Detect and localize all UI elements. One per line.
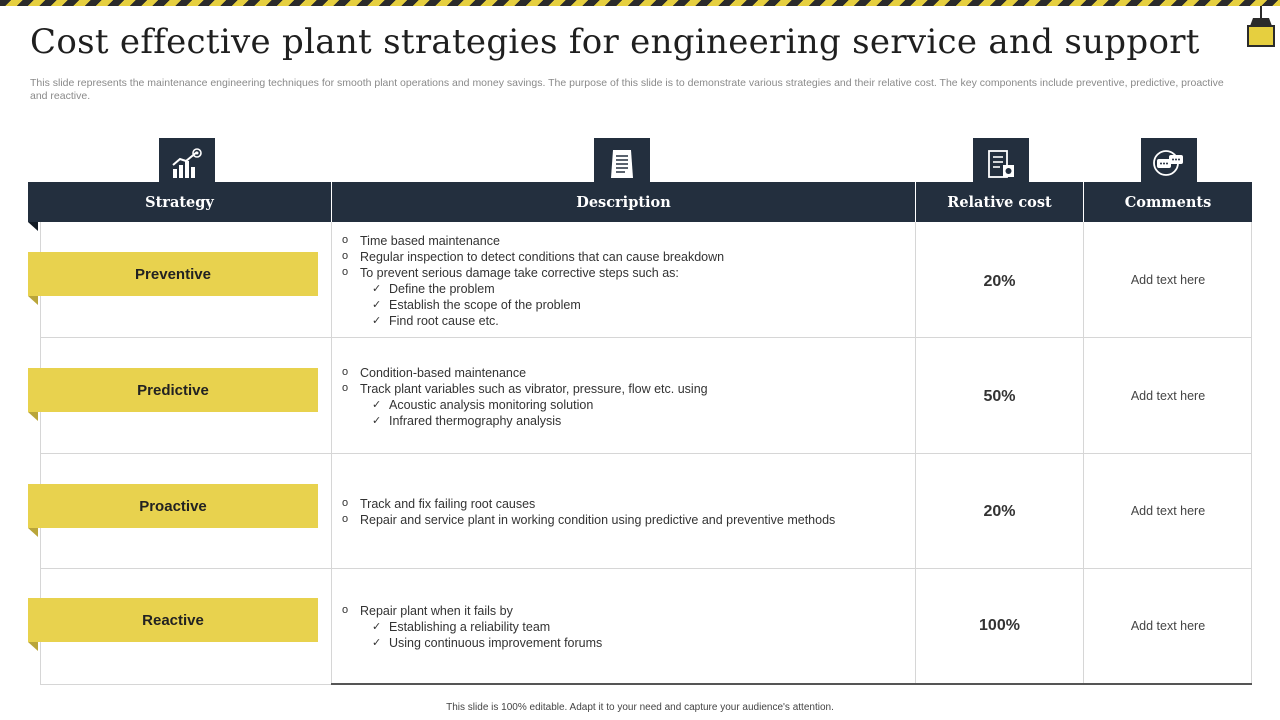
comment-placeholder[interactable]: Add text here [1130,389,1206,403]
page-title: Cost effective plant strategies for engineering service and support [30,22,1200,62]
description-subitem: ✓ Using continuous improvement forums [342,635,902,651]
footer-note: This slide is 100% editable. Adapt it to your need and capture your audience's attention. [446,702,834,713]
strategy-table [28,182,1252,685]
description-subitem: ✓ Establish the scope of the problem [342,297,902,313]
header-relative-cost: Relative cost [916,182,1083,222]
description-cell [342,496,902,528]
description-bullet: o Track and fix failing root causes [342,496,902,512]
grid-line [40,684,332,685]
page-subtitle: This slide represents the maintenance engineering techniques for smooth plant operations and money savings. The purpose of this slide is to demonstrate various strategies and their relative cost. The key components include preventive, predictive, proactive and reactive. [30,77,1224,102]
table-row [28,338,1252,453]
description-bullet: o Repair plant when it fails by [342,603,902,619]
description-cell [342,365,902,429]
band-fold [28,296,38,305]
description-bullet: o Repair and service plant in working condition using predictive and preventive methods [342,512,902,528]
relative-cost-value: 100% [979,617,1020,634]
relative-cost-value: 50% [983,388,1016,405]
description-subitem: ✓ Define the problem [342,281,902,297]
description-bullet: o Time based maintenance [342,233,902,249]
relative-cost-value: 20% [983,503,1016,520]
description-bullet: o Condition-based maintenance [342,365,902,381]
description-bullet: o To prevent serious damage take corrective steps such as: [342,265,902,281]
table-row [28,569,1252,684]
description-subitem: ✓ Establishing a reliability team [342,619,902,635]
description-bullet: o Regular inspection to detect conditions that can cause breakdown [342,249,902,265]
strategy-label: Predictive [28,368,318,412]
header-strategy: Strategy [28,182,331,222]
comment-placeholder[interactable]: Add text here [1130,504,1206,518]
header-comments: Comments [1084,182,1252,222]
comment-placeholder[interactable]: Add text here [1130,273,1206,287]
comment-placeholder[interactable]: Add text here [1130,619,1206,633]
description-bullet: o Track plant variables such as vibrator, pressure, flow etc. using [342,381,902,397]
top-hazard-stripe [0,0,1280,6]
description-cell [342,233,902,329]
description-subitem: ✓ Infrared thermography analysis [342,413,902,429]
strategy-label: Preventive [28,252,318,296]
table-row [28,222,1252,337]
description-subitem: ✓ Acoustic analysis monitoring solution [342,397,902,413]
table-row [28,454,1252,568]
description-subitem: ✓ Find root cause etc. [342,313,902,329]
header-description: Description [332,182,915,222]
band-fold [28,412,38,421]
strategy-label: Proactive [28,484,318,528]
description-cell [342,603,902,651]
crane-hook-icon [1244,6,1278,50]
band-fold [28,642,38,651]
strategy-label: Reactive [28,598,318,642]
relative-cost-value: 20% [983,273,1016,290]
band-fold [28,528,38,537]
